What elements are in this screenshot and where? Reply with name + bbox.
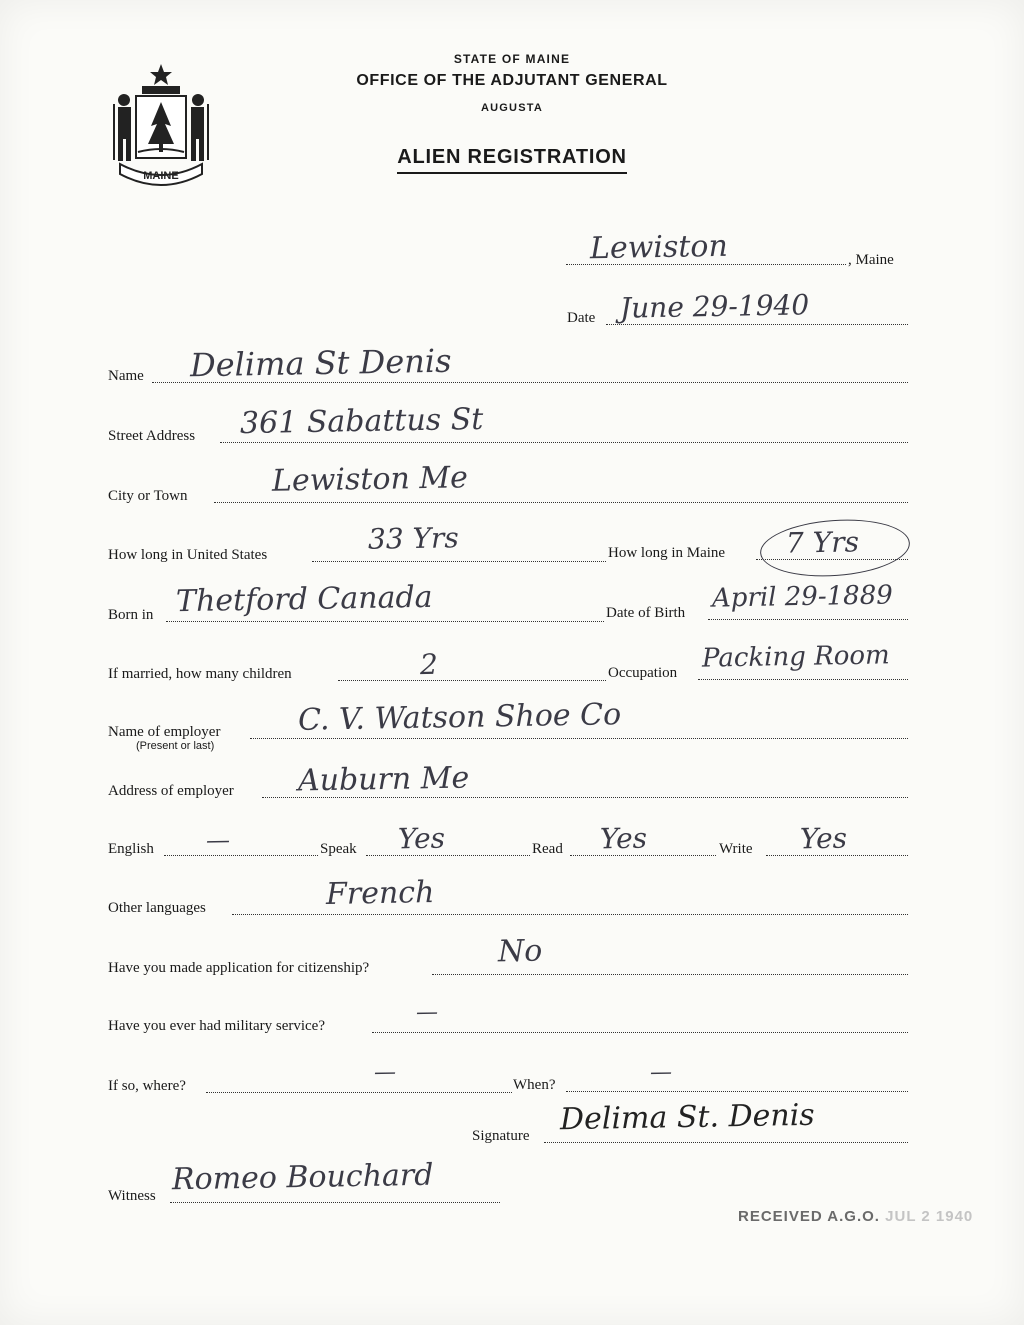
received-stamp: RECEIVED A.G.O. JUL 2 1940	[738, 1208, 974, 1225]
witness-value: Romeo Bouchard	[171, 1157, 434, 1198]
where-line	[206, 1092, 512, 1093]
write-line	[766, 855, 908, 856]
speak-line	[366, 855, 530, 856]
children-line	[338, 680, 606, 681]
other-languages-value: French	[325, 875, 435, 912]
town-value: Lewiston	[589, 228, 729, 267]
how-long-maine-value: 7 Yrs	[785, 525, 860, 560]
signature-line	[544, 1142, 908, 1143]
write-label: Write	[719, 841, 753, 857]
military-line	[372, 1032, 908, 1033]
employer-label: Name of employer	[108, 724, 221, 740]
city-value: Lewiston Me	[271, 460, 469, 499]
svg-text:MAINE: MAINE	[143, 170, 179, 182]
employer-note: (Present or last)	[136, 740, 215, 752]
when-line	[566, 1091, 908, 1092]
witness-line	[170, 1202, 500, 1203]
english-line	[164, 855, 318, 856]
date-of-birth-line	[708, 619, 908, 620]
street-label: Street Address	[108, 428, 196, 444]
date-of-birth-label: Date of Birth	[606, 605, 686, 621]
speak-label: Speak	[320, 841, 357, 857]
citizenship-value: No	[497, 933, 543, 970]
signature-value: Delima St. Denis	[559, 1097, 815, 1138]
name-label: Name	[108, 368, 144, 384]
born-in-value: Thetford Canada	[175, 579, 433, 620]
born-in-label: Born in	[108, 607, 154, 623]
citizenship-label: Have you made application for citizenship?	[108, 960, 370, 976]
name-value: Delima St Denis	[189, 341, 452, 385]
signature-label: Signature	[472, 1128, 530, 1144]
maine-label: , Maine	[848, 252, 894, 268]
date-value: June 29-1940	[619, 288, 810, 325]
header-city: AUGUSTA	[481, 102, 543, 114]
occupation-line	[698, 679, 908, 680]
street-line	[220, 442, 908, 443]
write-value: Yes	[799, 821, 848, 856]
read-value: Yes	[599, 821, 648, 856]
witness-label: Witness	[108, 1188, 156, 1204]
english-label: English	[108, 841, 154, 857]
when-label: When?	[513, 1077, 556, 1093]
where-value: —	[373, 1059, 397, 1086]
occupation-value: Packing Room	[701, 640, 890, 674]
how-long-us-value: 33 Yrs	[367, 521, 460, 556]
employer-address-value: Auburn Me	[297, 760, 470, 799]
street-value: 361 Sabattus St	[239, 401, 484, 442]
employer-line	[250, 738, 908, 739]
how-long-us-label: How long in United States	[108, 547, 268, 563]
city-label: City or Town	[108, 488, 188, 504]
english-value: —	[205, 825, 231, 855]
children-label: If married, how many children	[108, 666, 292, 682]
form-title: ALIEN REGISTRATION	[0, 146, 1024, 174]
other-languages-line	[232, 914, 908, 915]
date-label: Date	[567, 310, 596, 326]
how-long-us-line	[312, 561, 606, 562]
occupation-label: Occupation	[608, 665, 678, 681]
date-line	[606, 324, 908, 325]
header-office: OFFICE OF THE ADJUTANT GENERAL	[356, 72, 668, 89]
read-label: Read	[532, 841, 563, 857]
city-line	[214, 502, 908, 503]
military-value: —	[415, 999, 439, 1026]
date-of-birth-value: April 29-1889	[711, 580, 894, 614]
how-long-maine-label: How long in Maine	[608, 545, 726, 561]
header-state: STATE OF MAINE	[453, 52, 571, 66]
citizenship-line	[432, 974, 908, 975]
employer-value: C. V. Watson Shoe Co	[297, 697, 622, 738]
speak-value: Yes	[397, 821, 446, 856]
employer-address-label: Address of employer	[108, 783, 234, 799]
military-label: Have you ever had military service?	[108, 1018, 325, 1034]
where-label: If so, where?	[108, 1078, 186, 1094]
children-value: 2	[419, 647, 439, 682]
other-languages-label: Other languages	[108, 900, 206, 916]
read-line	[570, 855, 716, 856]
when-value: —	[649, 1059, 673, 1086]
born-in-line	[166, 621, 604, 622]
